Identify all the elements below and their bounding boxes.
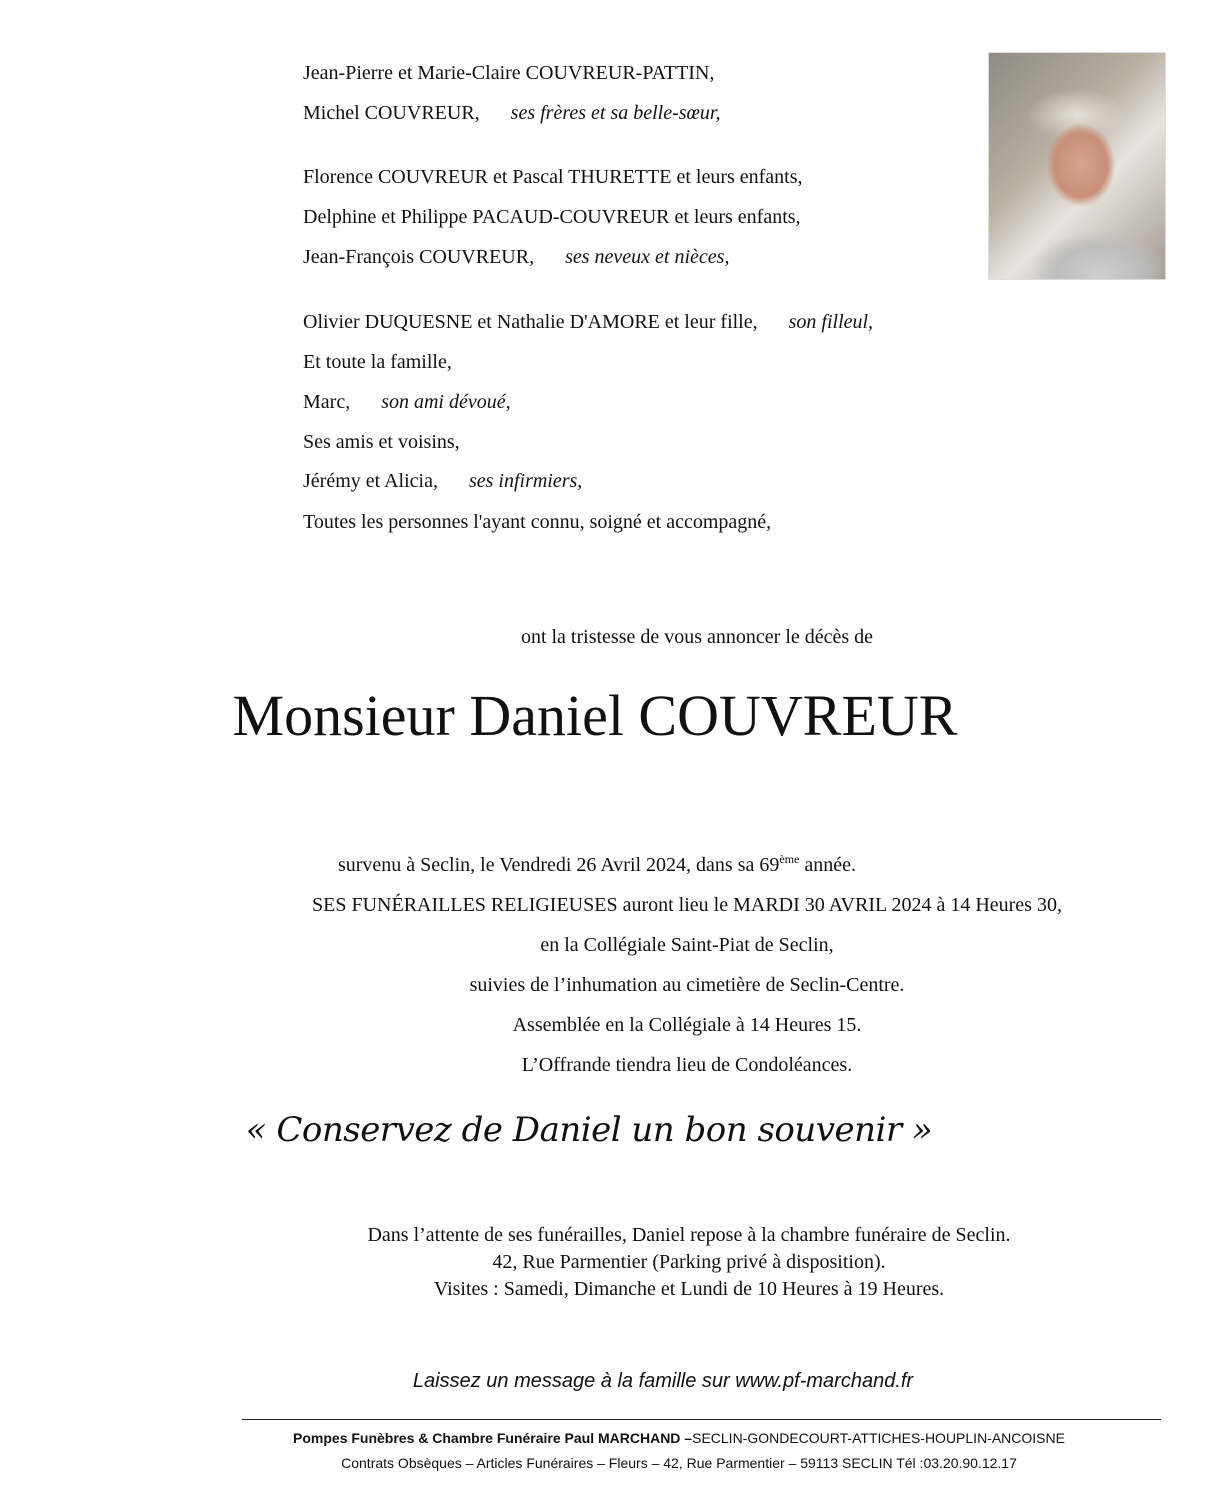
family-line: Ses amis et voisins,: [303, 431, 460, 453]
family-name: Jérémy et Alicia,: [303, 470, 438, 492]
family-line: Jean-Pierre et Marie-Claire COUVREUR-PATTIN,: [303, 62, 715, 84]
portrait-photo: [988, 52, 1166, 280]
family-line: Toutes les personnes l'ayant connu, soigné et accompagné,: [303, 511, 772, 533]
assembly-line: Assemblée en la Collégiale à 14 Heures 15.: [512, 1014, 862, 1036]
family-name: Jean-François COUVREUR,: [303, 246, 535, 268]
death-notice-text: survenu à Seclin, le Vendredi 26 Avril 2024, dans sa 69: [337, 854, 780, 876]
family-relation: son ami dévoué,: [381, 391, 511, 413]
family-line: [303, 310, 873, 334]
family-line: [303, 245, 729, 269]
family-name: Michel COUVREUR,: [303, 102, 480, 124]
family-relation: ses neveux et nièces,: [565, 246, 730, 268]
family-relation: son filleul,: [788, 311, 874, 333]
memorial-quote: « Conservez de Daniel un bon souvenir »: [245, 1110, 933, 1150]
visit-line: 42, Rue Parmentier (Parking privé à disposition).: [492, 1251, 886, 1273]
visit-line: Dans l’attente de ses funérailles, Daniel repose à la chambre funéraire de Seclin.: [367, 1224, 1011, 1246]
visit-line: Visites : Samedi, Dimanche et Lundi de 10 Heures à 19 Heures.: [433, 1278, 945, 1300]
footer-services-line: Contrats Obsèques – Articles Funéraires – Fleurs – 42, Rue Parmentier – 59113 SECLIN Tél :03.20.90.12.17: [341, 1455, 1017, 1471]
footer-company-line: [72, 1430, 1214, 1446]
family-line: [303, 390, 511, 414]
death-notice-line: [0, 853, 1204, 877]
offering-line: L’Offrande tiendra lieu de Condoléances.: [521, 1054, 853, 1076]
death-notice-text: année.: [799, 854, 857, 876]
footer-divider: [242, 1419, 1161, 1420]
family-line: [303, 101, 720, 125]
funeral-line: SES FUNÉRAILLES RELIGIEUSES auront lieu le MARDI 30 AVRIL 2024 à 14 Heures 30,: [312, 894, 1062, 916]
family-line: Florence COUVREUR et Pascal THURETTE et leurs enfants,: [303, 166, 803, 188]
family-line: Et toute la famille,: [303, 351, 452, 373]
announcement-text: ont la tristesse de vous annoncer le décès de: [520, 626, 874, 648]
ordinal-suffix: ème: [779, 852, 800, 866]
family-line: Delphine et Philippe PACAUD-COUVREUR et leurs enfants,: [303, 206, 801, 228]
website-message: Laissez un message à la famille sur www.pf-marchand.fr: [412, 1370, 914, 1392]
company-towns: SECLIN-GONDECOURT-ATTICHES-HOUPLIN-ANCOISNE: [692, 1430, 1065, 1446]
church-line: en la Collégiale Saint-Piat de Seclin,: [540, 934, 834, 956]
family-relation: ses infirmiers,: [468, 470, 583, 492]
burial-line: suivies de l’inhumation au cimetière de Seclin-Centre.: [469, 974, 905, 996]
deceased-name: Monsieur Daniel COUVREUR: [232, 683, 958, 748]
family-line: [303, 469, 582, 493]
company-name: Pompes Funèbres & Chambre Funéraire Paul MARCHAND –: [293, 1430, 693, 1446]
family-name: Marc,: [303, 391, 351, 413]
family-name: Olivier DUQUESNE et Nathalie D'AMORE et leur fille,: [303, 311, 758, 333]
family-relation: ses frères et sa belle-sœur,: [510, 102, 721, 124]
